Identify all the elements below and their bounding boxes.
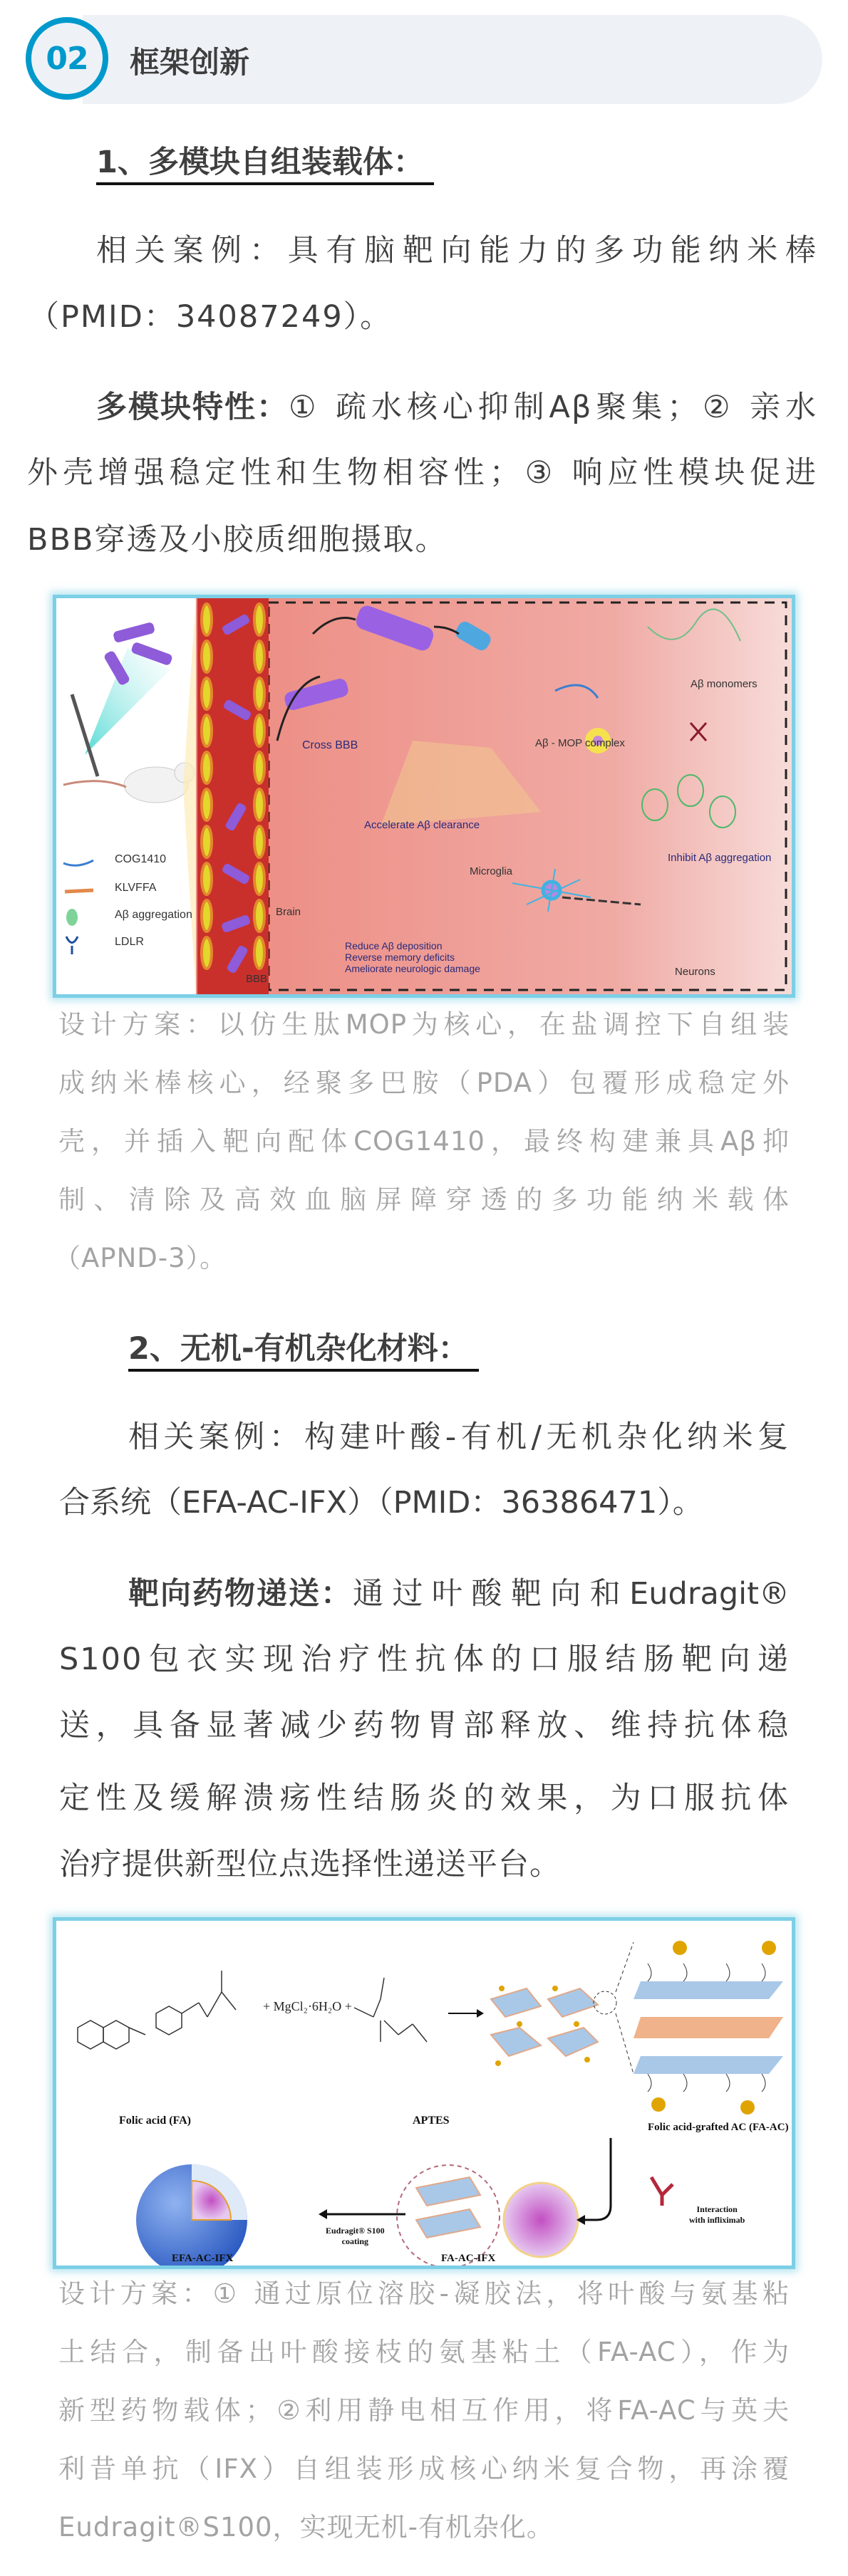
outcomes-list (345, 940, 480, 974)
feature-text-line: 治疗提供新型位点选择性递送平台。 (59, 1847, 561, 1882)
label-interaction (689, 2204, 745, 2226)
label-coating (326, 2226, 385, 2247)
figure-efa-ac-ifx-synthesis (53, 1917, 795, 2269)
label-clearance: Accelerate Aβ clearance (364, 819, 480, 831)
figure-illustration (56, 598, 792, 994)
label-line: with infliximab (689, 2215, 745, 2225)
case-text-line: 合系统（EFA-AC-IFX）（PMID：36386471）。 (59, 1485, 703, 1521)
legend-abeta-aggregation: Aβ aggregation (115, 909, 192, 921)
label-mgcl: + MgCl₂·6H₂O + (263, 1999, 352, 2013)
label-fa-ac: Folic acid-grafted AC (FA-AC) (648, 2122, 789, 2133)
feature-text-line: 外壳增强稳定性和生物相容性；③ 响应性模块促进 (27, 455, 817, 491)
feature-text-line: BBB穿透及小胶质细胞摄取。 (27, 522, 448, 558)
caption-line: 制、清除及高效血脑屏障穿透的多功能纳米载体 (58, 1184, 790, 1215)
legend-klvffa: KLVFFA (115, 882, 157, 894)
feature-label: 多模块特性： (96, 390, 289, 425)
section-title: 框架创新 (130, 45, 250, 80)
subsection-heading-2: 2、无机-有机杂化材料： (128, 1329, 479, 1372)
feature-text: 通过叶酸靶向和Eudragit® (353, 1576, 790, 1612)
label-line: coating (341, 2236, 368, 2246)
caption-line: 利昔单抗（IFX）自组装形成核心纳米复合物，再涂覆 (58, 2454, 790, 2484)
figure-brain-targeting-nanorod (53, 595, 795, 998)
label-fa-ac-ifx: FA-AC-IFX (441, 2253, 496, 2264)
case-text-line: 相关案例：构建叶酸-有机/无机杂化纳米复 (128, 1419, 790, 1455)
outcome-item: Ameliorate neurologic damage (345, 963, 480, 974)
label-neurons: Neurons (675, 966, 715, 978)
caption-line: 土结合，制备出叶酸接枝的氨基粘土（FA-AC），作为 (58, 2337, 790, 2367)
feature-text-line: 送，具备显著减少药物胃部释放、维持抗体稳 (59, 1708, 790, 1743)
label-line: Eudragit® S100 (326, 2226, 385, 2236)
feature-text: ① 疏水核心抑制Aβ聚集；② 亲水 (289, 390, 817, 425)
caption-line: 设计方案：① 通过原位溶胶-凝胶法，将叶酸与氨基粘 (58, 2278, 790, 2309)
legend-cog1410: COG1410 (115, 853, 167, 865)
label-cross-bbb: Cross BBB (302, 739, 358, 751)
label-monomers: Aβ monomers (691, 678, 757, 690)
outcome-item: Reverse memory deficits (345, 951, 455, 963)
section-number: 02 (46, 40, 88, 77)
figure-illustration (56, 1921, 792, 2265)
legend-ldlr: LDLR (115, 936, 144, 948)
caption-line: Eudragit®S100，实现无机-有机杂化。 (58, 2512, 554, 2543)
label-inhibit: Inhibit Aβ aggregation (668, 852, 772, 864)
feature-text-line (128, 1574, 790, 1614)
feature-label: 靶向药物递送： (128, 1576, 353, 1612)
label-line: Interaction (696, 2204, 738, 2214)
caption-line: （APND-3）。 (54, 1243, 227, 1273)
label-complex: Aβ - MOP complex (535, 737, 625, 749)
label-bbb: BBB (246, 973, 268, 985)
label-microglia: Microglia (470, 865, 513, 877)
label-aptes: APTES (413, 2114, 450, 2127)
label-brain: Brain (276, 906, 301, 918)
label-folic-acid: Folic acid (FA) (119, 2114, 192, 2127)
subsection-heading-1: 1、多模块自组装载体： (96, 142, 434, 185)
caption-line: 设计方案：以仿生肽MOP为核心，在盐调控下自组装 (58, 1009, 790, 1040)
caption-line: 成纳米棒核心，经聚多巴胺（PDA）包覆形成稳定外 (58, 1068, 790, 1098)
feature-text-line: 定性及缓解溃疡性结肠炎的效果，为口服抗体 (59, 1780, 790, 1816)
caption-line: 新型药物载体；②利用静电相互作用，将FA-AC与英夫 (58, 2395, 790, 2426)
caption-line: 壳，并插入靶向配体COG1410，最终构建兼具Aβ抑 (58, 1126, 790, 1157)
case-text-line: 相关案例：具有脑靶向能力的多功能纳米棒 (96, 233, 817, 268)
outcome-item: Reduce Aβ deposition (345, 940, 443, 951)
section-number-badge (26, 17, 108, 100)
case-text-line: （PMID：34087249）。 (29, 299, 393, 335)
label-efa-ac-ifx: EFA-AC-IFX (172, 2253, 234, 2264)
feature-text-line (96, 387, 817, 427)
feature-text-line: S100包衣实现治疗性抗体的口服结肠靶向递 (59, 1642, 790, 1677)
